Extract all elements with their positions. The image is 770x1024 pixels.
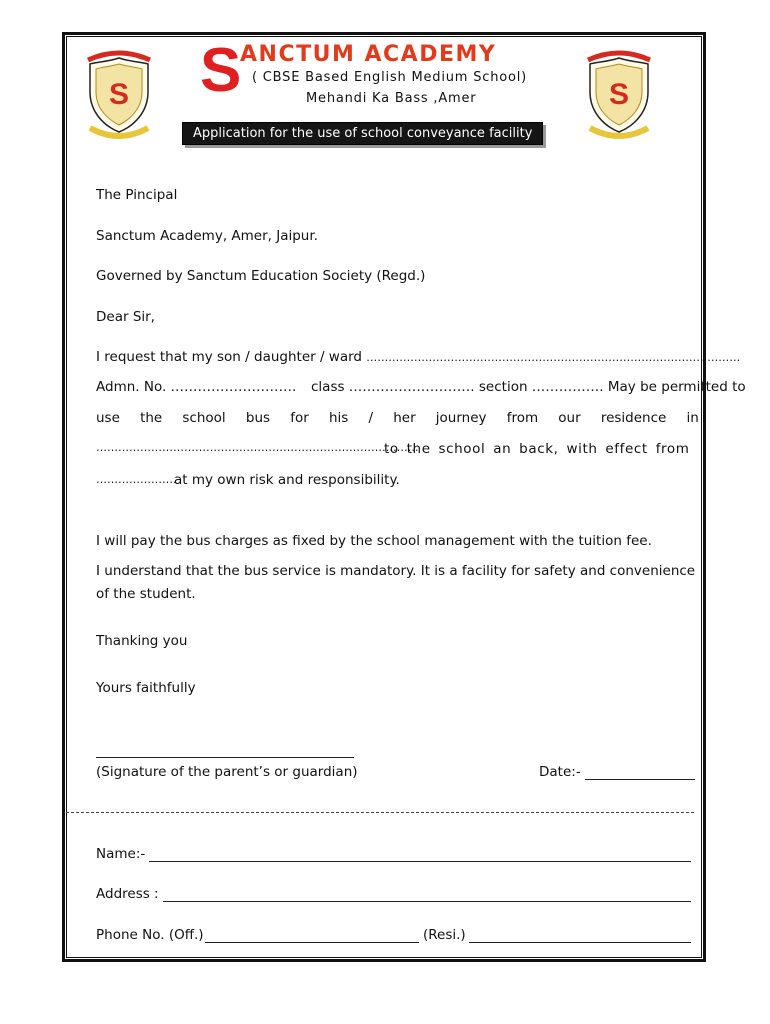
school-name: ANCTUM ACADEMY [240, 42, 497, 67]
word: / [368, 410, 374, 426]
signature-line[interactable] [96, 757, 354, 758]
name-field[interactable] [149, 861, 691, 862]
school-crest-left [84, 52, 154, 137]
word: journey [435, 410, 487, 426]
recipient-school: Sanctum Academy, Amer, Jaipur. [96, 228, 318, 244]
phone-residence-label: (Resi.) [423, 927, 466, 943]
word: our [558, 410, 581, 426]
phone-office-field[interactable] [205, 942, 419, 943]
word: school [182, 410, 226, 426]
phone-residence-field[interactable] [469, 942, 691, 943]
recipient-title: The Pincipal [96, 187, 178, 203]
residence-blank: ……………………………………………………………………………. [96, 441, 419, 454]
mandatory-paragraph-line-2: of the student. [96, 586, 196, 602]
word: in [686, 410, 699, 426]
word: her [393, 410, 416, 426]
admission-no-blank: Admn. No. ………………………. [96, 379, 297, 395]
crest-letter: S [108, 78, 130, 111]
word: use [96, 410, 120, 426]
address-label: Address : [96, 886, 159, 902]
request-line-3 [96, 410, 699, 426]
date-label: Date:- [539, 764, 581, 780]
address-field[interactable] [163, 901, 691, 902]
fee-paragraph: I will pay the bus charges as fixed by the school management with the tuition fee. [96, 533, 652, 549]
cut-line [66, 812, 694, 813]
school-location: Mehandi Ka Bass ,Amer [306, 91, 477, 106]
page-border-inner [66, 36, 702, 958]
word: bus [245, 410, 271, 426]
request-line-5-text: at my own risk and responsibility. [174, 472, 400, 488]
closing-thanks: Thanking you [96, 633, 188, 649]
request-line-4-text: to the school an back, with effect from [384, 441, 690, 457]
name-label: Name:- [96, 846, 146, 862]
ward-name-blank: ………………………………………………………………………………………… [366, 351, 741, 364]
phone-office-label: Phone No. (Off.) [96, 927, 204, 943]
mandatory-paragraph-line-1: I understand that the bus service is mandatory. It is a facility for safety and convenience [96, 563, 696, 579]
word: the [140, 410, 163, 426]
crest-letter: S [608, 78, 630, 111]
closing-yours: Yours faithfully [96, 680, 196, 696]
request-line-1 [96, 349, 741, 365]
effective-date-blank: …………………. [96, 473, 177, 486]
word: from [506, 410, 539, 426]
form-title-banner: Application for the use of school conveyance facility [182, 122, 543, 145]
school-affiliation: ( CBSE Based English Medium School) [252, 70, 528, 85]
word: for [290, 410, 309, 426]
recipient-society: Governed by Sanctum Education Society (Regd.) [96, 268, 426, 284]
word: residence [600, 410, 667, 426]
signature-label: (Signature of the parent’s or guardian) [96, 764, 358, 780]
title-big-letter: S [200, 36, 242, 105]
salutation: Dear Sir, [96, 309, 155, 325]
word: his [328, 410, 349, 426]
class-section-blank: class ………………………. section ……………. May be permitted to [311, 379, 746, 395]
date-field[interactable] [585, 779, 695, 780]
request-text: I request that my son / daughter / ward [96, 349, 362, 365]
school-crest-right [584, 52, 654, 137]
